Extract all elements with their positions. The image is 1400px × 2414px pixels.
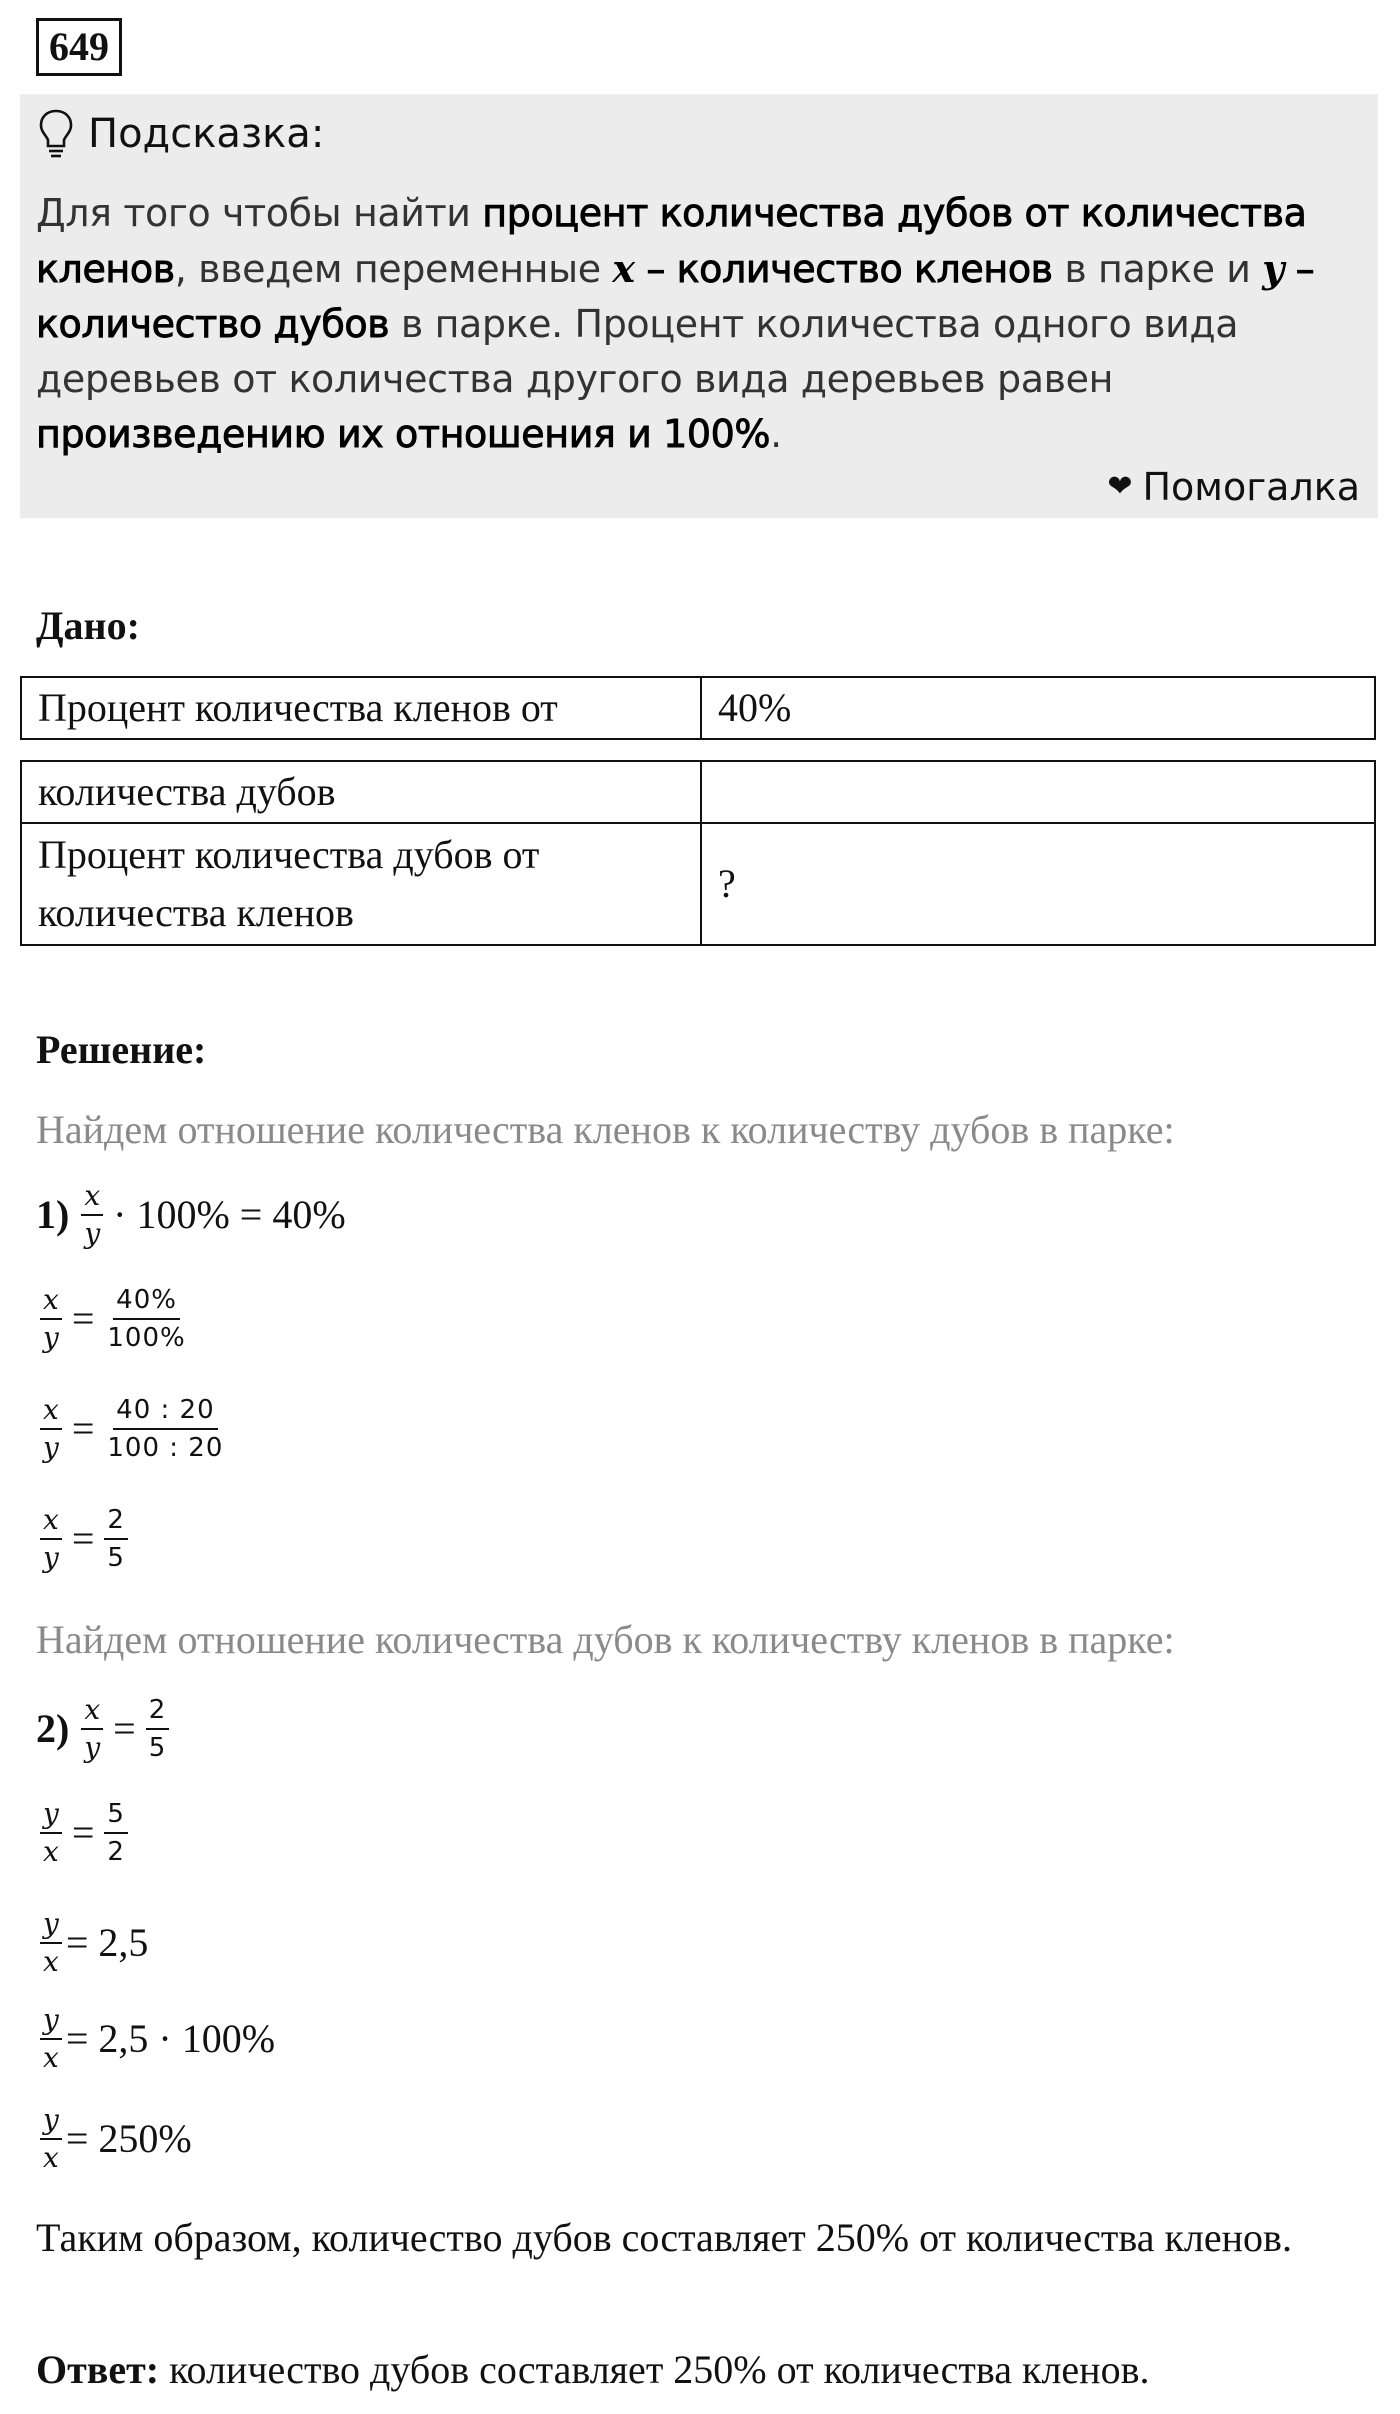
equation-1: 1) $\frac{x}{y}$ · 100% = 40% (36, 1179, 346, 1250)
equation-4: $\frac{x}{y}$ = $\frac{2}{5}$ (36, 1502, 132, 1576)
given-cell: ? (701, 823, 1375, 945)
given-cell: Процент количества кленов от (21, 677, 701, 739)
answer-text: количество дубов составляет 250% от количества кленов. (159, 2347, 1150, 2392)
answer-label: Ответ: (36, 2347, 160, 2392)
given-cell: количества дубов (21, 761, 701, 823)
given-cell (701, 761, 1375, 823)
equation-5: 2) $\frac{x}{y}$ = $\frac{2}{5}$ (36, 1692, 173, 1766)
given-table-bottom (20, 760, 1376, 946)
equation-9: $\frac{y}{x}$ = 250% (36, 2102, 192, 2176)
equation-2: $\frac{x}{y}$ = $\frac{40\%}{100\%}$ (36, 1282, 193, 1356)
solution-label: Решение: (36, 1027, 207, 1072)
table-row (21, 677, 1375, 739)
hint-title: Подсказка: (88, 111, 325, 157)
given-table-top (20, 676, 1376, 740)
table-row (21, 761, 1375, 823)
lightbulb-icon (38, 108, 74, 160)
given-cell: 40% (701, 677, 1375, 739)
equation-3: $\frac{x}{y}$ = $\frac{40 : 20}{100 : 20}$ (36, 1392, 230, 1466)
given-label: Дано: (36, 603, 140, 648)
brand-label: Помогалка (1142, 465, 1360, 509)
conclusion: Таким образом, количество дубов составляет 250% от количества кленов. (36, 2215, 1292, 2260)
solution-note-2: Найдем отношение количества дубов к количеству кленов в парке: (36, 1617, 1175, 1662)
solution-note-1: Найдем отношение количества кленов к количеству дубов в парке: (36, 1107, 1175, 1152)
equation-6: $\frac{y}{x}$ = $\frac{5}{2}$ (36, 1796, 132, 1870)
brand-link[interactable] (1107, 462, 1360, 512)
heart-icon: ❤ (1107, 469, 1133, 504)
task-number: 649 (36, 18, 122, 76)
equation-8: $\frac{y}{x}$ = 2,5 · 100% (36, 2002, 275, 2076)
hint-header (38, 104, 324, 164)
equation-7: $\frac{y}{x}$ = 2,5 (36, 1906, 148, 1980)
given-cell: Процент количества дубов от количества кленов (21, 823, 701, 945)
hint-box (20, 94, 1378, 518)
hint-text: Для того чтобы найти процент количества дубов от количества кленов, введем переменные x – количество кленов в парке и y – количество дубов в парке. Процент количества одного вида деревьев от количества другого вида деревьев равен произведению их отношения и 100%. (36, 191, 1315, 456)
answer (36, 2340, 1366, 2400)
table-row (21, 823, 1375, 945)
